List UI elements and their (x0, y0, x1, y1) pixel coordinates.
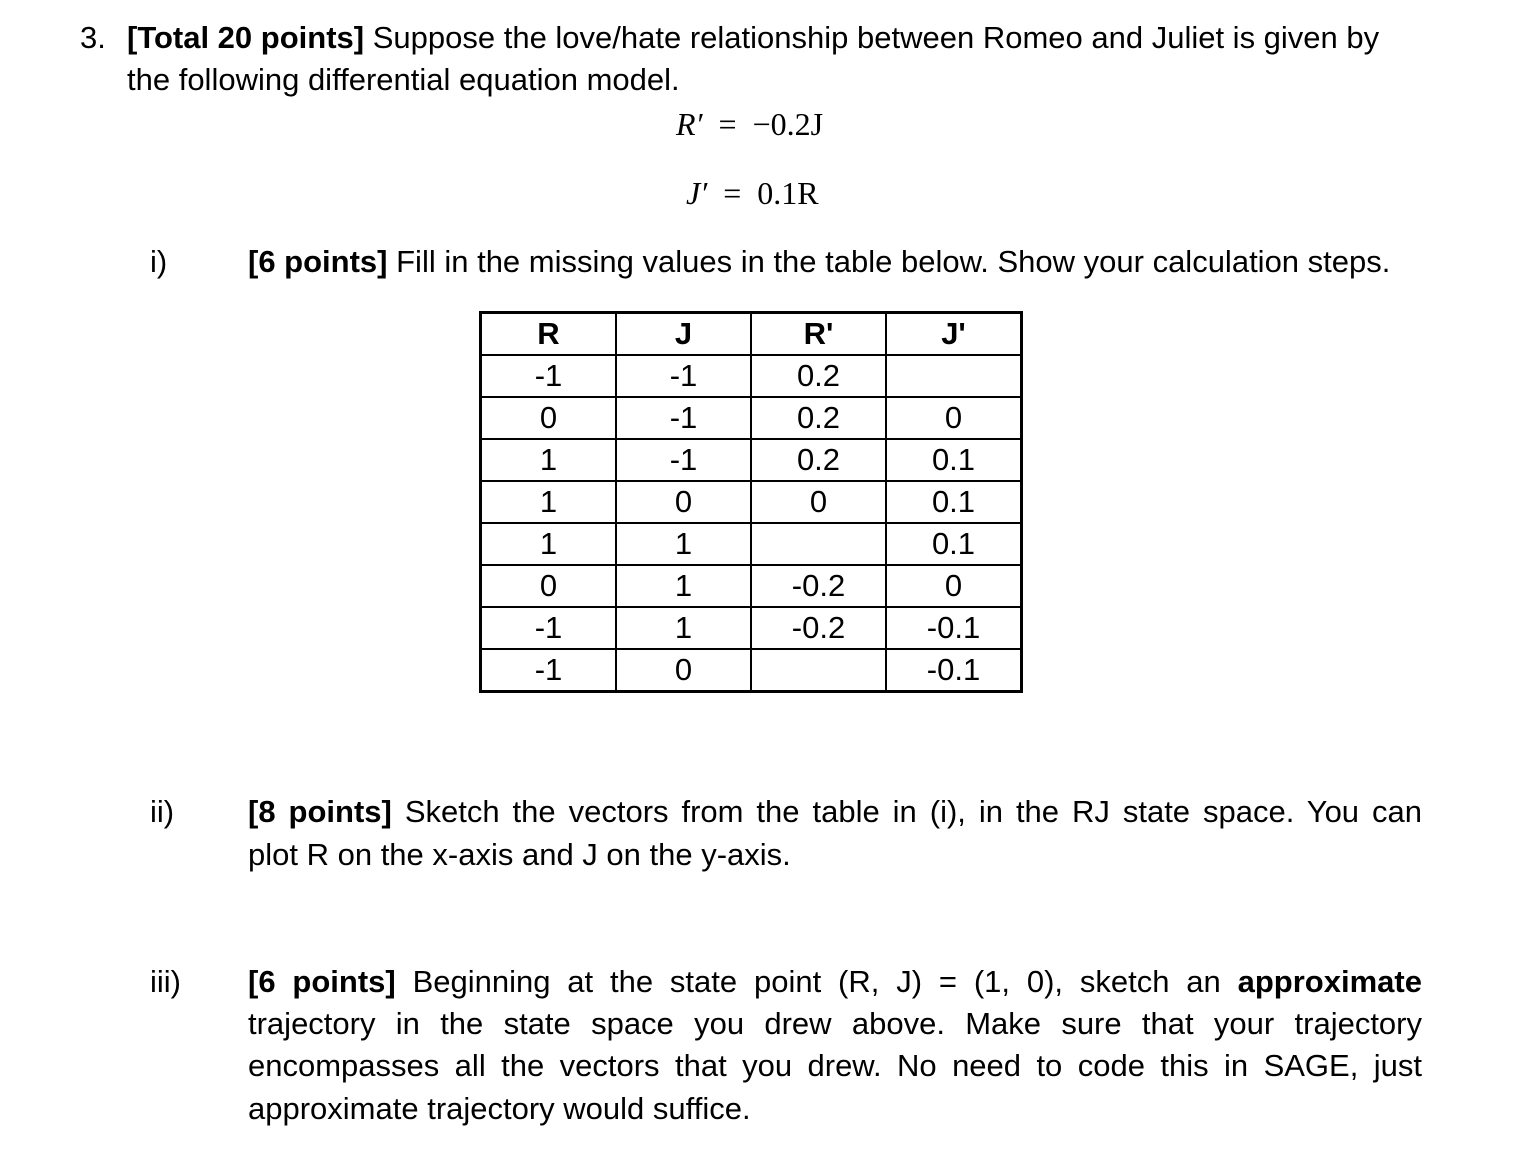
header-j-prime: J' (886, 313, 1022, 356)
part-i-text (248, 241, 1390, 283)
cell-j: 1 (616, 523, 751, 565)
part-iii-label: iii) (150, 964, 181, 999)
equation-1-rhs: −0.2J (752, 106, 824, 142)
cell-j-prime: 0 (886, 565, 1022, 607)
cell-r: -1 (481, 607, 617, 649)
cell-r-prime: -0.2 (751, 607, 886, 649)
cell-r: 1 (481, 481, 617, 523)
cell-j-prime: 0 (886, 397, 1022, 439)
cell-j: -1 (616, 439, 751, 481)
cell-r-prime-blank[interactable] (751, 649, 886, 692)
part-ii-text-1: Sketch the vectors from the table in (i), in the RJ state space. You can (404, 794, 1422, 829)
table-row (481, 481, 1022, 523)
cell-j-prime: 0.1 (886, 439, 1022, 481)
cell-r: 0 (481, 397, 617, 439)
cell-r-prime: 0.2 (751, 439, 886, 481)
part-iii-line-2: trajectory in the state space you drew above. Make sure that your trajectory (248, 1006, 1422, 1041)
cell-r: -1 (481, 355, 617, 397)
cell-j: 0 (616, 649, 751, 692)
part-i-label: i) (150, 244, 168, 279)
cell-r-prime: 0 (751, 481, 886, 523)
table-row (481, 523, 1022, 565)
equation-1-lhs: R′ (676, 106, 703, 142)
table-row (481, 607, 1022, 649)
header-r: R (481, 313, 617, 356)
part-iii-line-4: approximate trajectory would suffice. (248, 1091, 751, 1126)
cell-j-prime: -0.1 (886, 649, 1022, 692)
equation-j-prime (686, 173, 819, 213)
cell-r: 0 (481, 565, 617, 607)
part-iii-line-1 (248, 961, 1422, 1003)
part-ii-points: [8 points] (248, 794, 392, 829)
part-iii-text-1: Beginning at the state point (R, J) = (1, 0), sketch an (412, 964, 1221, 999)
cell-r-prime: 0.2 (751, 397, 886, 439)
total-points-label: [Total 20 points] (127, 20, 365, 55)
cell-r-prime: -0.2 (751, 565, 886, 607)
part-iii-points: [6 points] (248, 964, 396, 999)
values-table (479, 311, 1023, 693)
cell-r: -1 (481, 649, 617, 692)
equation-1-equals: = (718, 106, 737, 142)
header-j: J (616, 313, 751, 356)
cell-r: 1 (481, 439, 617, 481)
cell-r-prime: 0.2 (751, 355, 886, 397)
table-row (481, 439, 1022, 481)
table-header-row (481, 313, 1022, 356)
part-ii-line-1 (248, 791, 1422, 833)
table-row (481, 397, 1022, 439)
equation-2-rhs: 0.1R (757, 175, 819, 211)
cell-j-prime: 0.1 (886, 481, 1022, 523)
equation-r-prime (676, 104, 823, 144)
cell-j: 1 (616, 565, 751, 607)
table-row (481, 565, 1022, 607)
cell-j-prime-blank[interactable] (886, 355, 1022, 397)
cell-j: -1 (616, 397, 751, 439)
cell-j-prime: -0.1 (886, 607, 1022, 649)
intro-text: Suppose the love/hate relationship between Romeo and Juliet is given by (372, 20, 1380, 55)
cell-j: 1 (616, 607, 751, 649)
cell-j: 0 (616, 481, 751, 523)
part-ii-label: ii) (150, 794, 175, 829)
part-i-instructions: Fill in the missing values in the table below. Show your calculation steps. (396, 244, 1391, 279)
table-row (481, 355, 1022, 397)
problem-intro-line-2: the following differential equation model. (127, 62, 680, 97)
equation-2-equals: = (723, 175, 742, 211)
equation-2-lhs: J′ (686, 175, 708, 211)
cell-j-prime: 0.1 (886, 523, 1022, 565)
problem-number: 3. (80, 20, 106, 55)
part-ii-line-2: plot R on the x-axis and J on the y-axis. (248, 837, 791, 872)
cell-r-prime-blank[interactable] (751, 523, 886, 565)
table-row (481, 649, 1022, 692)
problem-intro-line-1 (127, 17, 1379, 59)
part-iii-approximate-bold: approximate (1237, 964, 1422, 999)
header-r-prime: R' (751, 313, 886, 356)
part-iii-line-3: encompasses all the vectors that you drew. No need to code this in SAGE, just (248, 1048, 1422, 1083)
part-i-points: [6 points] (248, 244, 388, 279)
cell-r: 1 (481, 523, 617, 565)
cell-j: -1 (616, 355, 751, 397)
